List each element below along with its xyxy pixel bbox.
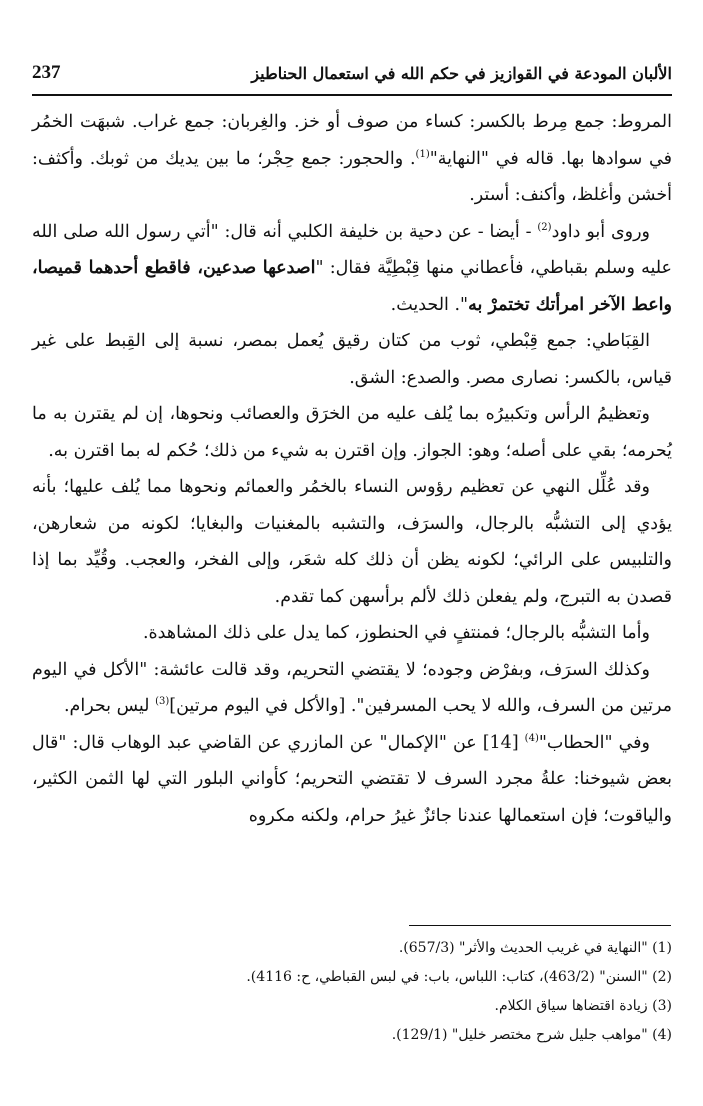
paragraph [32, 469, 672, 615]
footnote-ref: (1) [415, 148, 430, 160]
paragraph-text: ". الحديث. [390, 294, 469, 315]
paragraph-text: - أيضا - عن دحية بن خليفة الكلبي أنه قال: "أتي رسول الله صلى الله عليه وسلم بقباطي، فأعطاني منها قِبْطِيَّة فقال: " [32, 221, 672, 278]
paragraph-text: وكذلك السرَف، وبفرْض وجوده؛ لا يقتضي التحريم، وقد قالت عائشة: "الأكل في اليوم مرتين من السرف، والله لا يحب المسرفين". [والأكل في اليوم مرتين] [32, 659, 672, 716]
paragraph [32, 652, 672, 725]
footnote-ref: (3) [155, 696, 170, 708]
paragraph-text: المروط: جمع مِرط بالكسر: كساء من صوف أو خز. والغِربان: جمع غراب. شبهَت الخمُر في سوادها بها. قاله في "النهاية" [32, 112, 672, 169]
paragraph [32, 323, 672, 396]
paragraph-text: وتعظيمُ الرأس وتكبيرُه بما يُلف عليه من الخرَق والعصائب ونحوها، إن لم يقترن به ما يُحرمه؛ بقي على أصله؛ وهو: الجواز. وإن اقترن به شيء من ذلك؛ حُكم له بما اقترن به. [32, 404, 672, 461]
paragraph-text: [14] عن "الإكمال" عن المازري عن القاضي عبد الوهاب قال: "قال بعض شيوخنا: علةُ مجرد السرف لا تقتضي التحريم؛ كأواني البلور التي لها الثمن الكثير، والياقوت؛ فإن استعمالها عندنا جائزٌ غيرُ حرام، ولكنه مكروه [32, 732, 672, 826]
paragraph-text: وأما التشبُّه بالرجال؛ فمنتفٍ في الحنطوز، كما يدل على ذلك المشاهدة. [142, 623, 650, 643]
footnote: (4) "مواهب جليل شرح مختصر خليل" (129/1). [391, 1027, 672, 1043]
paragraph [32, 104, 672, 214]
paragraph-text: وفي "الحطاب" [538, 732, 650, 753]
footnote-ref: (2) [537, 221, 552, 233]
paragraph [32, 396, 672, 469]
paragraph [32, 615, 672, 652]
footnote: (3) زيادة اقتضاها سياق الكلام. [494, 998, 672, 1014]
body-text [32, 104, 672, 834]
paragraph [32, 214, 672, 324]
paragraph-text: وقد عُلِّل النهي عن تعظيم رؤوس النساء بالخمُر والعمائم ونحوها مما يُلف عليها؛ بأنه يؤدي إلى التشبُّه بالرجال، والسرَف، والتشبه بالمغنيات والبغايا؛ لكونه من شعارهن، والتلبيس على الرائي؛ لكونه يظن أن ذلك كله شعَر، وإلى الفخر، والعجب. وقُيِّد بما إذا قصدن به التبرج، ولم يفعلن ذلك لألم برأسهن كما تقدم. [32, 477, 672, 607]
paragraph-text: ليس بحرام. [63, 696, 156, 716]
paragraph-text: القِبَاطي: جمع قِبْطي، ثوب من كتان رقيق يُعمل بمصر، نسبة إلى القِبط على غير قياس، بالكسر: نصارى مصر. والصدع: الشق. [32, 331, 672, 388]
footnote-ref: (4) [524, 732, 539, 744]
footnote: (1) "النهاية في غريب الحديث والأثر" (657/3). [398, 940, 672, 956]
header-rule [32, 94, 672, 96]
footnote-separator [409, 925, 671, 926]
running-title: الألبان المودعة في القوازيز في حكم الله في استعمال الحناطيز [251, 64, 672, 83]
paragraph [32, 725, 672, 835]
page-number: 237 [32, 62, 61, 83]
footnotes [32, 934, 672, 1050]
page-header [32, 60, 672, 94]
paragraph-text: . والحجور: جمع حِجْر؛ ما بين يديك من ثوبك. وأكثف: أخشن وأغلظ، وأكنف: أستر. [32, 148, 672, 205]
hadith-quote: اصدعها صدعين، فاقطع أحدهما قميصا، واعط الآخر امرأتك تختمرْ به [32, 258, 672, 315]
footnote: (2) "السنن" (463/2)، كتاب: اللباس، باب: في لبس القباطي، ح: 4116). [246, 969, 672, 985]
paragraph-text: وروى أبو داود [551, 221, 650, 242]
